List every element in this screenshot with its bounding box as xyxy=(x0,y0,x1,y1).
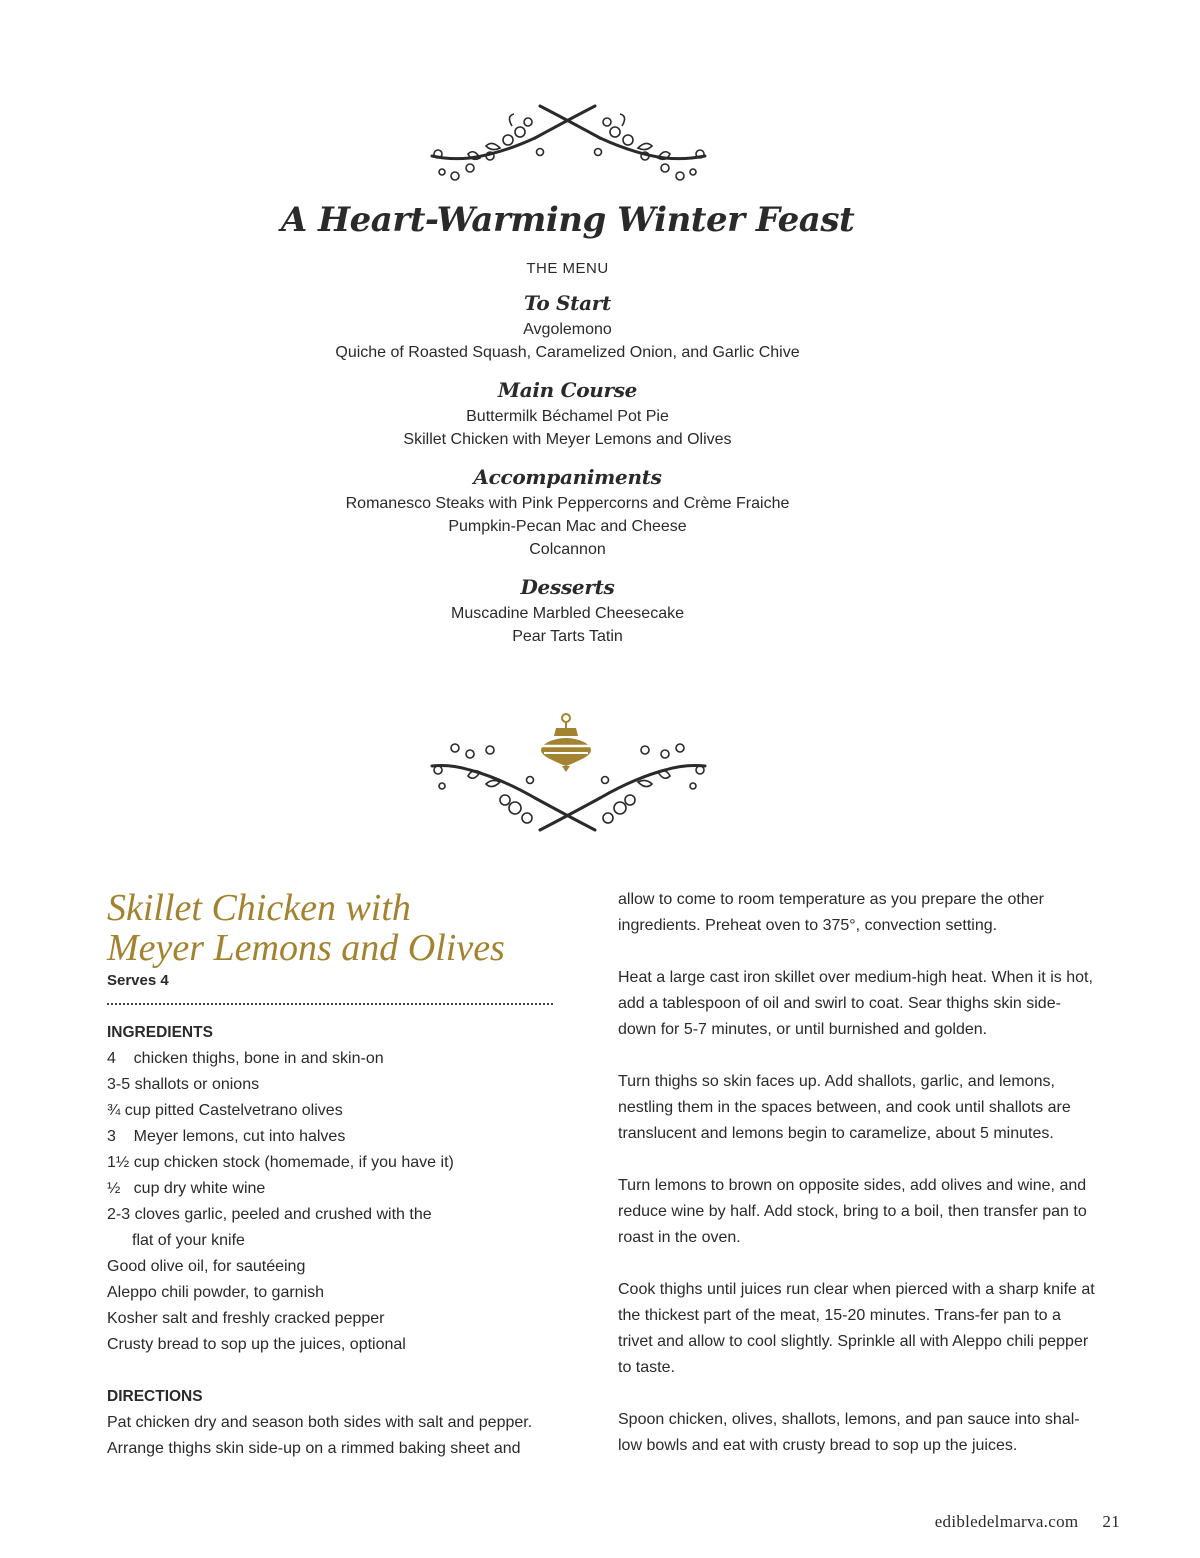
ingredient-item: Good olive oil, for sautéeing xyxy=(107,1258,306,1275)
site-url: edibledelmarva.com xyxy=(934,1512,1079,1531)
course-accompaniments xyxy=(0,462,1135,561)
menu-label: THE MENU xyxy=(526,260,609,277)
recipe-title-line-2: Meyer Lemons and Olives xyxy=(107,927,505,969)
recipe-left-column xyxy=(107,1020,557,1462)
dotted-divider xyxy=(107,1003,553,1005)
directions-paragraph: Turn lemons to brown on opposite sides, add olives and wine, and reduce wine by half. Add stock, bring to a boil, then transfer pan to roast in the oven. xyxy=(618,1177,1087,1246)
menu-list xyxy=(0,288,1135,659)
ingredient-item: 2-3 cloves garlic, peeled and crushed with the xyxy=(107,1206,432,1223)
menu-item: Romanesco Steaks with Pink Peppercorns and Crème Fraiche xyxy=(345,495,790,512)
course-desserts xyxy=(0,572,1135,648)
course-to-start xyxy=(0,288,1135,364)
menu-item: Pear Tarts Tatin xyxy=(512,628,623,645)
page-number: 21 xyxy=(1102,1512,1120,1531)
course-heading: To Start xyxy=(524,291,611,315)
ingredient-item: 3-5 shallots or onions xyxy=(107,1076,260,1093)
ingredient-item-continued: flat of your knife xyxy=(132,1232,245,1249)
directions-paragraph: Pat chicken dry and season both sides with salt and pepper. Arrange thighs skin side-up on a rimmed baking sheet and xyxy=(107,1414,533,1457)
ingredients-heading: INGREDIENTS xyxy=(107,1024,213,1041)
directions-paragraph: Turn thighs so skin faces up. Add shallots, garlic, and lemons, nestling them in the spaces between, and cook until shallots are translucent and lemons begin to caramelize, about 5 minutes. xyxy=(618,1073,1071,1142)
directions-paragraph: Cook thighs until juices run clear when pierced with a sharp knife at the thickest part of the meat, 15-20 minutes. Trans-fer pan to a trivet and allow to cool slightly. Sprinkle all with Aleppo chili pepper to taste. xyxy=(618,1281,1095,1376)
feast-title: A Heart-Warming Winter Feast xyxy=(280,200,855,240)
directions-paragraph: Spoon chicken, olives, shallots, lemons, and pan sauce into shal-low bowls and eat with crusty bread to sop up the juices. xyxy=(618,1411,1080,1454)
directions-heading: DIRECTIONS xyxy=(107,1388,203,1405)
ingredient-item: ¾ cup pitted Castelvetrano olives xyxy=(107,1102,343,1119)
course-main-course xyxy=(0,375,1135,451)
ingredient-item: ½ cup dry white wine xyxy=(107,1180,266,1197)
ingredient-item: 4 chicken thighs, bone in and skin-on xyxy=(107,1050,384,1067)
page-footer xyxy=(935,1512,1120,1532)
course-heading: Desserts xyxy=(520,575,615,599)
menu-item: Buttermilk Béchamel Pot Pie xyxy=(466,408,669,425)
serves-label: Serves 4 xyxy=(107,972,169,989)
bauble-icon xyxy=(541,714,591,772)
course-heading: Accompaniments xyxy=(473,465,662,489)
ingredient-item: Aleppo chili powder, to garnish xyxy=(107,1284,325,1301)
menu-item: Muscadine Marbled Cheesecake xyxy=(450,605,684,622)
recipe-right-column xyxy=(618,887,1098,1485)
menu-item: Pumpkin-Pecan Mac and Cheese xyxy=(448,518,687,535)
recipe-title-line-1: Skillet Chicken with xyxy=(107,887,411,929)
menu-item: Quiche of Roasted Squash, Caramelized Onion, and Garlic Chive xyxy=(335,344,800,361)
course-heading: Main Course xyxy=(497,378,638,402)
recipe-title xyxy=(107,888,505,968)
menu-item: Skillet Chicken with Meyer Lemons and Olives xyxy=(403,431,732,448)
menu-item: Avgolemono xyxy=(523,321,612,338)
bauble-branch-ornament-bottom xyxy=(0,708,1200,838)
floral-branch-ornament-top xyxy=(0,96,1200,196)
ingredient-item: Crusty bread to sop up the juices, optional xyxy=(107,1336,406,1353)
directions-paragraph: allow to come to room temperature as you prepare the other ingredients. Preheat oven to 375°, convection setting. xyxy=(618,891,1044,934)
menu-item: Colcannon xyxy=(529,541,606,558)
ingredient-item: 1½ cup chicken stock (homemade, if you have it) xyxy=(107,1154,454,1171)
directions-paragraph: Heat a large cast iron skillet over medium-high heat. When it is hot, add a tablespoon of oil and swirl to coat. Sear thighs skin side-down for 5-7 minutes, or until burnished and golden. xyxy=(618,969,1093,1038)
ingredient-item: Kosher salt and freshly cracked pepper xyxy=(107,1310,385,1327)
ingredients-list xyxy=(107,1046,557,1358)
ingredient-item: 3 Meyer lemons, cut into halves xyxy=(107,1128,346,1145)
